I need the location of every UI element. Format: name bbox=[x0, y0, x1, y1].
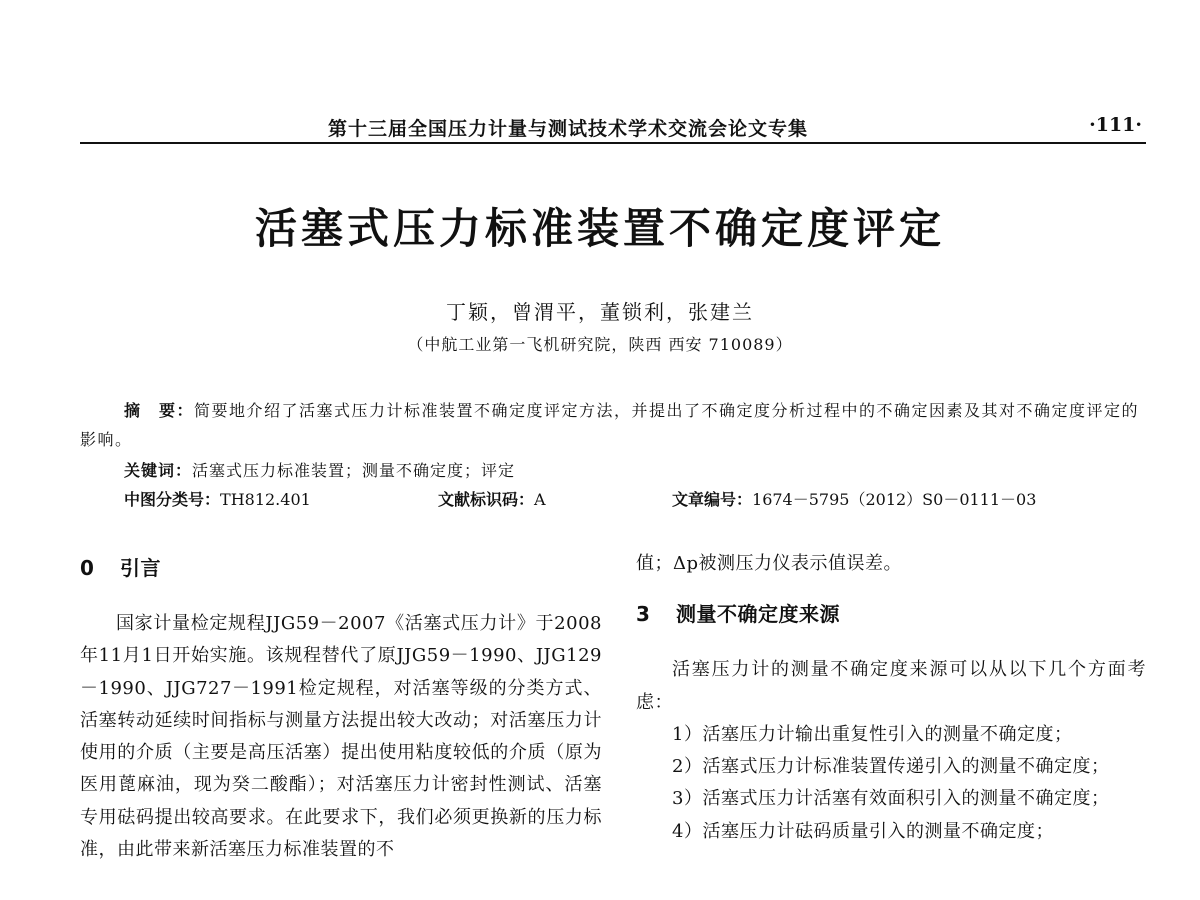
author-list: 丁颖，曾渭平，董锁利，张建兰 bbox=[446, 300, 754, 324]
article-no-value: 1674－5795（2012）S0－0111－03 bbox=[752, 490, 1037, 509]
abstract-label: 摘 要： bbox=[124, 401, 195, 420]
list-item: 2）活塞式压力计标准装置传递引入的测量不确定度； bbox=[672, 756, 1110, 778]
paper-title: 活塞式压力标准装置不确定度评定 bbox=[254, 204, 945, 253]
article-number bbox=[672, 487, 1036, 510]
section-heading-uncertainty-sources bbox=[636, 594, 1146, 634]
page-number: ·111· bbox=[1089, 114, 1142, 136]
section-heading-introduction bbox=[80, 548, 602, 588]
body-paragraph: 国家计量检定规程JJG59－2007《活塞式压力计》于2008年11月1日开始实施。该规程替代了原JJG59－1990、JJG129－1990、JJG727－1991检定规程，对活塞等级的分类方式、活塞转动延续时间指标与测量方法提出较大改动；对活塞压力计使用的介质（主要是高压活塞）提出使用粘度较低的介质（原为医用蓖麻油，现为癸二酸酯）；对活塞压力计密封性测试、活塞专用砝码提出较高要求。在此要求下，我们必须更换新的压力标准，由此带来新活塞压力标准装置的不 bbox=[80, 613, 602, 861]
keywords bbox=[124, 458, 515, 481]
section-number: 3 bbox=[636, 602, 651, 627]
right-column bbox=[636, 548, 1146, 848]
clc-value: TH812.401 bbox=[220, 490, 311, 509]
keywords-text: 活塞式压力标准装置；测量不确定度；评定 bbox=[192, 461, 516, 480]
clc-label: 中图分类号： bbox=[124, 490, 221, 509]
clc-number bbox=[124, 487, 311, 510]
document-code bbox=[438, 487, 546, 510]
author-affiliation: （中航工业第一飞机研究院，陕西 西安 710089） bbox=[407, 335, 793, 354]
doc-code-value: A bbox=[534, 490, 546, 509]
list-item: 3）活塞式压力计活塞有效面积引入的测量不确定度； bbox=[672, 788, 1110, 810]
list-item: 1）活塞压力计输出重复性引入的测量不确定度； bbox=[672, 723, 1073, 745]
list-item: 4）活塞压力计砝码质量引入的测量不确定度； bbox=[672, 820, 1054, 842]
abstract-paragraph bbox=[80, 396, 1146, 454]
proceedings-title: 第十三届全国压力计量与测试技术学术交流会论文专集 bbox=[328, 118, 809, 140]
continued-text: 值；Δp被测压力仪表示值误差。 bbox=[636, 553, 903, 574]
section-title: 测量不确定度来源 bbox=[676, 602, 840, 627]
running-header bbox=[80, 112, 1146, 144]
article-no-label: 文章编号： bbox=[672, 490, 753, 509]
abstract bbox=[80, 396, 1146, 454]
section-title: 引言 bbox=[120, 556, 161, 580]
abstract-text: 简要地介绍了活塞式压力计标准装置不确定度评定方法，并提出了不确定度分析过程中的不确定因素及其对不确定度评定的影响。 bbox=[80, 401, 1140, 449]
keywords-label: 关键词： bbox=[124, 461, 193, 480]
left-column bbox=[80, 548, 602, 866]
body-paragraph: 活塞压力计的测量不确定度来源可以从以下几个方面考虑： bbox=[636, 659, 1146, 713]
doc-code-label: 文献标识码： bbox=[438, 490, 535, 509]
section-number: 0 bbox=[80, 556, 95, 580]
